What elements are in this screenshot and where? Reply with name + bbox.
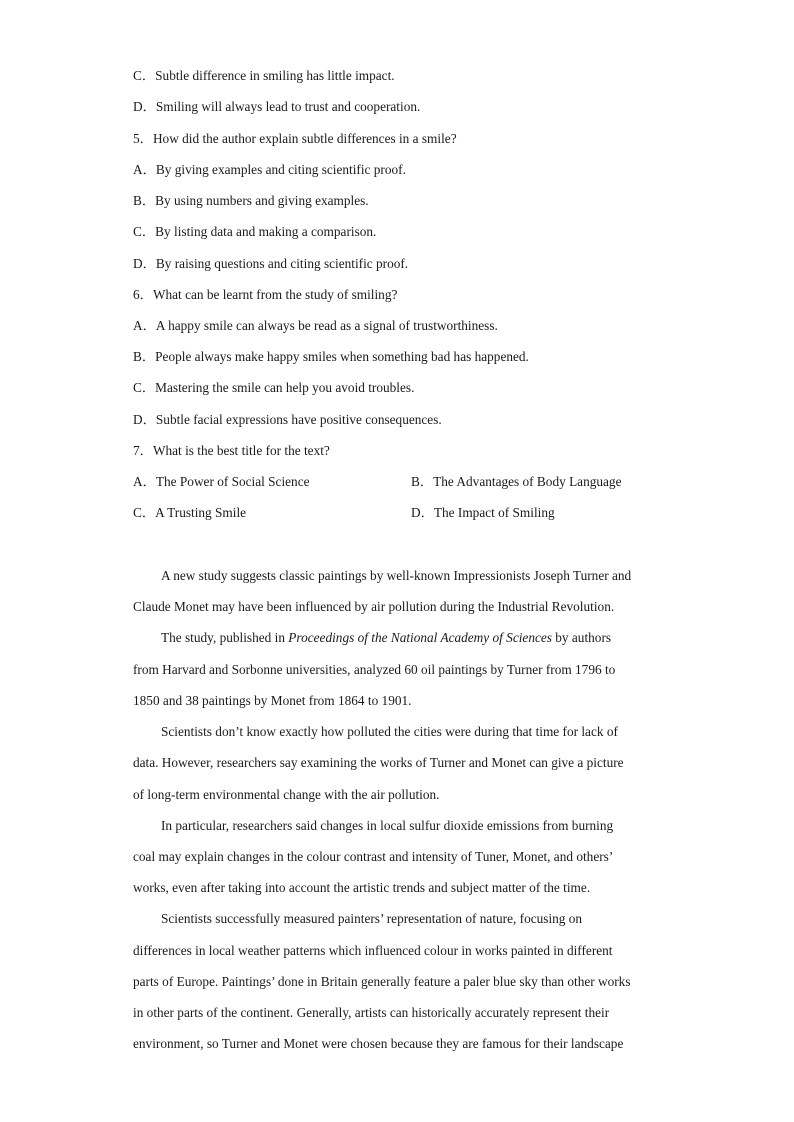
q7-option-c: C．A Trusting Smile xyxy=(133,505,247,520)
q5-option-c: C．By listing data and making a comparison. xyxy=(133,224,377,239)
q6-option-d: D．Subtle facial expressions have positive consequences. xyxy=(133,412,442,427)
q5-option-d: D．By raising questions and citing scientific proof. xyxy=(133,256,409,271)
q6-option-c: C．Mastering the smile can help you avoid troubles. xyxy=(133,380,415,395)
q4-option-d: D．Smiling will always lead to trust and cooperation. xyxy=(133,99,421,114)
passage-p5-line4: in other parts of the continent. Generally, artists can historically accurately represent their xyxy=(133,1005,610,1020)
passage-p3-line2: data. However, researchers say examining the works of Turner and Monet can give a picture xyxy=(133,755,624,770)
passage-p4-line2: coal may explain changes in the colour contrast and intensity of Tuner, Monet, and others’ xyxy=(133,849,614,864)
q6-option-b: B．People always make happy smiles when something bad has happened. xyxy=(133,349,529,364)
passage-p1-line2: Claude Monet may have been influenced by air pollution during the Industrial Revolution. xyxy=(133,599,615,614)
q4-option-c: C．Subtle difference in smiling has little impact. xyxy=(133,68,395,83)
passage-p3-line3: of long-term environmental change with the air pollution. xyxy=(133,787,440,802)
q5-option-a: A．By giving examples and citing scientific proof. xyxy=(133,162,406,177)
passage-p2-post: by authors xyxy=(551,630,612,645)
passage-p1-line1: A new study suggests classic paintings by well-known Impressionists Joseph Turner and xyxy=(161,568,632,583)
q6-option-a: A．A happy smile can always be read as a signal of trustworthiness. xyxy=(133,318,498,333)
passage-p2-line2: from Harvard and Sorbonne universities, analyzed 60 oil paintings by Turner from 1796 to xyxy=(133,662,616,677)
passage-p4-line1: In particular, researchers said changes in local sulfur dioxide emissions from burning xyxy=(161,818,614,833)
q7-stem: 7．What is the best title for the text? xyxy=(133,443,330,458)
passage-p5-line2: differences in local weather patterns which influenced colour in works painted in different xyxy=(133,943,613,958)
q7-option-d: D．The Impact of Smiling xyxy=(411,505,555,520)
passage-p2-pre: The study, published in xyxy=(161,630,289,645)
q7-option-b: B．The Advantages of Body Language xyxy=(411,474,622,489)
q7-option-a: A．The Power of Social Science xyxy=(133,474,310,489)
passage-p2-line1 xyxy=(161,629,611,647)
q5-stem: 5．How did the author explain subtle differences in a smile? xyxy=(133,131,457,146)
passage-p4-line3: works, even after taking into account the artistic trends and subject matter of the time. xyxy=(133,880,591,895)
journal-title: Proceedings of the National Academy of Sciences xyxy=(288,630,552,645)
passage-p2-line3: 1850 and 38 paintings by Monet from 1864 to 1901. xyxy=(133,693,412,708)
passage-p5-line5: environment, so Turner and Monet were chosen because they are famous for their landscape xyxy=(133,1036,624,1051)
passage-p5-line1: Scientists successfully measured painters’ representation of nature, focusing on xyxy=(161,911,583,926)
q5-option-b: B．By using numbers and giving examples. xyxy=(133,193,369,208)
q6-stem: 6．What can be learnt from the study of smiling? xyxy=(133,287,398,302)
passage-p5-line3: parts of Europe. Paintings’ done in Britain generally feature a paler blue sky than other works xyxy=(133,974,631,989)
passage-p3-line1: Scientists don’t know exactly how polluted the cities were during that time for lack of xyxy=(161,724,618,739)
